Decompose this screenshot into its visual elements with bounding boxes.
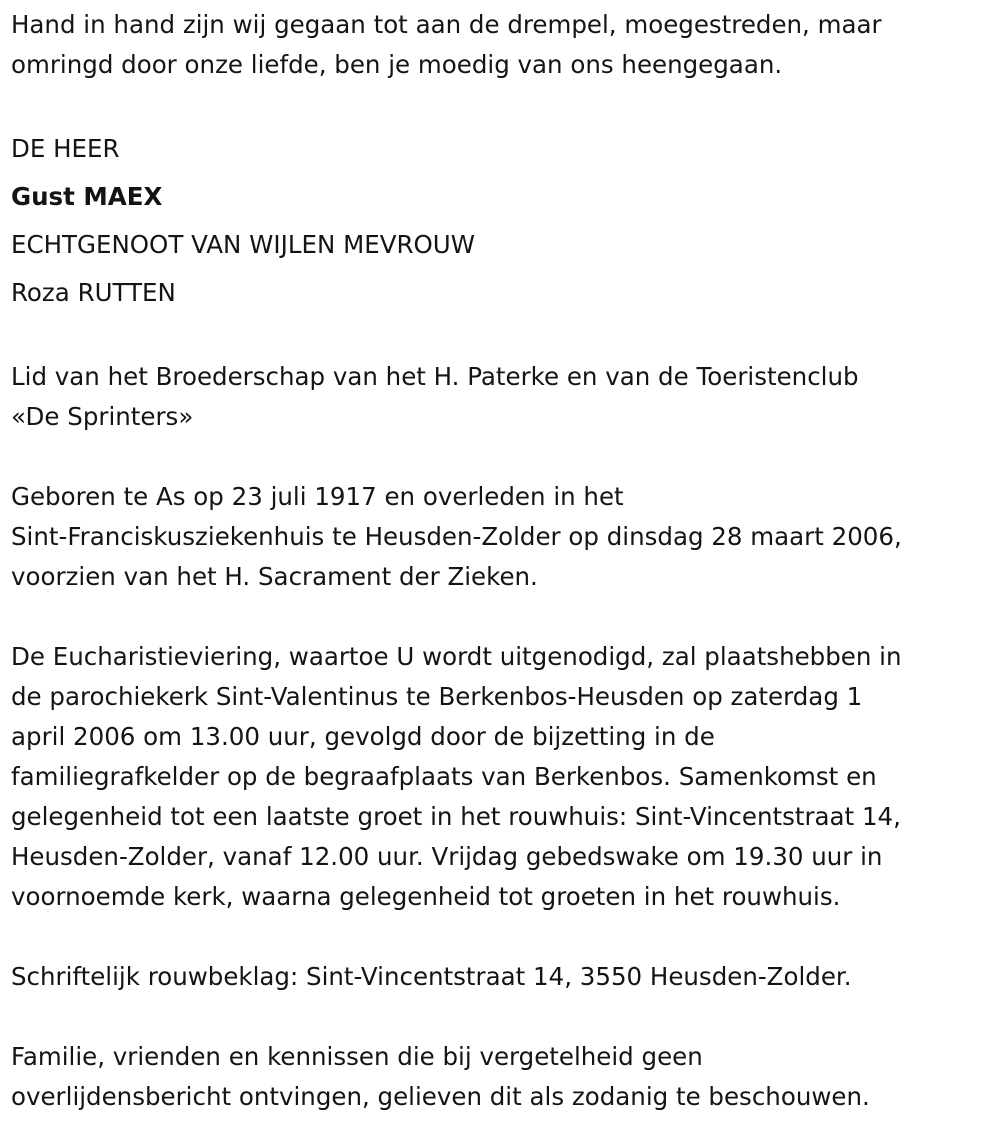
birth-death-paragraph bbox=[11, 477, 991, 597]
membership-paragraph bbox=[11, 357, 991, 437]
ceremony-paragraph bbox=[11, 637, 991, 917]
intro-line-2: omringd door onze liefde, ben je moedig van ons heengegaan. bbox=[11, 50, 783, 79]
deceased-name: Gust MAEX bbox=[11, 182, 163, 211]
spacer bbox=[11, 917, 991, 957]
membership-line-1: Lid van het Broederschap van het H. Paterke en van de Toeristenclub bbox=[11, 362, 859, 391]
spacer bbox=[11, 85, 991, 125]
ceremony-line-4: familiegrafkelder op de begraafplaats van Berkenbos. Samenkomst en bbox=[11, 762, 877, 791]
ceremony-line-5: gelegenheid tot een laatste groet in het rouwhuis: Sint-Vincentstraat 14, bbox=[11, 802, 901, 831]
spacer bbox=[11, 317, 991, 357]
deceased-relation: ECHTGENOOT VAN WIJLEN MEVROUW bbox=[11, 230, 475, 259]
ceremony-line-2: de parochiekerk Sint-Valentinus te Berkenbos-Heusden op zaterdag 1 bbox=[11, 682, 863, 711]
membership-line-2: «De Sprinters» bbox=[11, 402, 194, 431]
deceased-title: DE HEER bbox=[11, 134, 120, 163]
obituary-document bbox=[11, 5, 991, 1117]
ceremony-line-3: april 2006 om 13.00 uur, gevolgd door de bijzetting in de bbox=[11, 722, 715, 751]
birth-death-line-2: Sint-Franciskusziekenhuis te Heusden-Zolder op dinsdag 28 maart 2006, bbox=[11, 522, 902, 551]
intro-line-1: Hand in hand zijn wij gegaan tot aan de drempel, moegestreden, maar bbox=[11, 10, 882, 39]
condolence-line-1: Schriftelijk rouwbeklag: Sint-Vincentstraat 14, 3550 Heusden-Zolder. bbox=[11, 962, 852, 991]
spacer bbox=[11, 597, 991, 637]
intro-paragraph bbox=[11, 5, 991, 85]
ceremony-line-1: De Eucharistieviering, waartoe U wordt uitgenodigd, zal plaatshebben in bbox=[11, 642, 902, 671]
birth-death-line-1: Geboren te As op 23 juli 1917 en overleden in het bbox=[11, 482, 624, 511]
closing-paragraph bbox=[11, 1037, 991, 1117]
deceased-block bbox=[11, 125, 991, 317]
closing-line-1: Familie, vrienden en kennissen die bij vergetelheid geen bbox=[11, 1042, 703, 1071]
spacer bbox=[11, 997, 991, 1037]
condolence-paragraph bbox=[11, 957, 991, 997]
spacer bbox=[11, 437, 991, 477]
ceremony-line-6: Heusden-Zolder, vanaf 12.00 uur. Vrijdag gebedswake om 19.30 uur in bbox=[11, 842, 883, 871]
spouse-name: Roza RUTTEN bbox=[11, 278, 176, 307]
closing-line-2: overlijdensbericht ontvingen, gelieven dit als zodanig te beschouwen. bbox=[11, 1082, 870, 1111]
ceremony-line-7: voornoemde kerk, waarna gelegenheid tot groeten in het rouwhuis. bbox=[11, 882, 841, 911]
birth-death-line-3: voorzien van het H. Sacrament der Zieken. bbox=[11, 562, 538, 591]
